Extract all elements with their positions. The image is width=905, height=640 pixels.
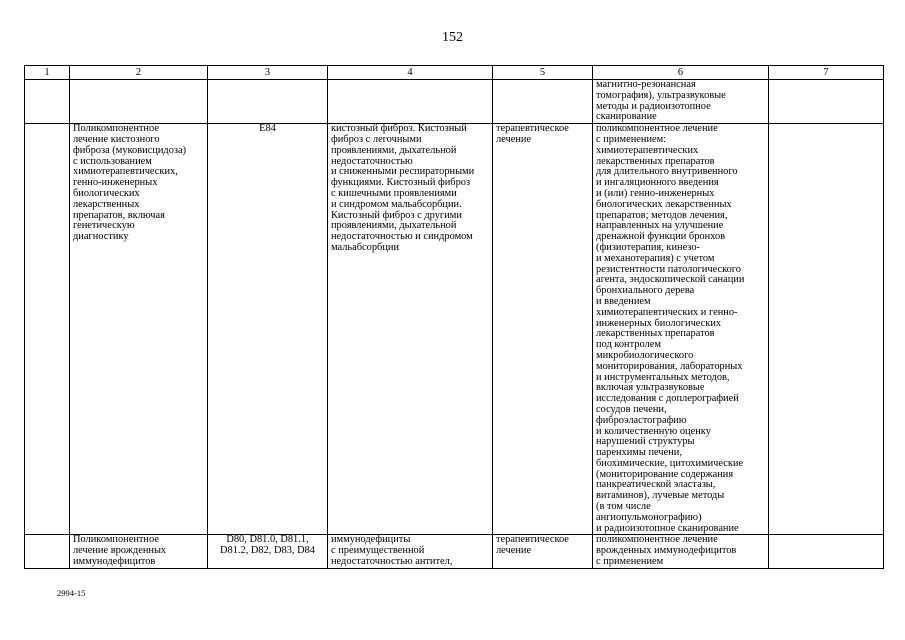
text-line: мальабсорбции	[331, 241, 400, 253]
text-line: с преимущественной	[331, 545, 425, 557]
text-line: сканирование	[596, 111, 657, 123]
column-number: 2	[70, 66, 208, 80]
treatment-type-cell	[493, 80, 593, 124]
text-line: иммунодефицитов	[73, 556, 156, 568]
text-line: препаратов, включая	[73, 209, 165, 221]
text-line: панкреатической эластазы,	[596, 479, 716, 491]
text-line: терапевтическое	[496, 123, 569, 135]
treatment-table	[24, 65, 884, 569]
treatment-method-cell	[593, 535, 769, 568]
text-line: лекарственных	[73, 198, 140, 210]
row-number-cell	[25, 535, 70, 568]
text-line: и количественную оценку	[596, 425, 711, 437]
text-line: и ингаляционного введения	[596, 177, 719, 189]
text-line: недостаточностью антител,	[331, 556, 453, 568]
text-line: томография), ультразвуковые	[596, 89, 726, 101]
table-row	[25, 535, 884, 568]
treatment-method-cell	[593, 80, 769, 124]
text-line: D81.2, D82, D83, D84	[220, 545, 315, 557]
text-line: и сниженными респираторными	[331, 166, 475, 178]
column-number-row	[25, 66, 884, 80]
text-line: терапевтическое	[496, 534, 569, 546]
text-line: под контролем	[596, 339, 661, 351]
text-line: лечение	[496, 133, 532, 145]
icd-code-cell	[208, 80, 328, 124]
text-line: Поликомпонентное	[73, 534, 159, 546]
text-line: лечение кистозного	[73, 133, 160, 145]
text-line: резистентности патологического	[596, 263, 741, 275]
text-line: диагностику	[73, 231, 129, 243]
text-line: генно-инженерных	[73, 177, 158, 189]
text-line: с применением:	[596, 133, 667, 145]
text-line: паренхимы печени,	[596, 447, 682, 459]
text-line: E84	[259, 123, 276, 135]
text-line: лекарственных препаратов	[596, 328, 715, 340]
text-line: ангиопульмонографию)	[596, 511, 702, 523]
treatment-type-cell	[493, 535, 593, 568]
cost-cell	[769, 124, 884, 535]
text-line: лекарственных препаратов	[596, 155, 715, 167]
text-line: направленных на улучшение	[596, 220, 724, 232]
page-number: 152	[442, 30, 463, 45]
text-line: биохимические, цитохимические	[596, 457, 744, 469]
text-line: и синдромом мальабсорбции.	[331, 198, 462, 210]
row-number-cell	[25, 124, 70, 535]
diagnosis-cell	[328, 535, 493, 568]
text-line: кистозный фиброз. Кистозный	[331, 123, 467, 135]
treatment-type-cell	[493, 124, 593, 535]
text-line: нарушений структуры	[596, 436, 695, 448]
text-line: Кистозный фиброз с другими	[331, 209, 462, 221]
text-line: химиотерапевтических,	[73, 166, 178, 178]
text-line: биологических лекарственных	[596, 198, 732, 210]
cost-cell	[769, 535, 884, 568]
text-line: врожденных иммунодефицитов	[596, 545, 737, 557]
text-line: D80, D81.0, D81.1,	[226, 534, 309, 546]
text-line: для длительного внутривенного	[596, 166, 738, 178]
text-line: (мониторирование содержания	[596, 468, 734, 480]
column-number: 4	[328, 66, 493, 80]
text-line: иммунодефициты	[331, 534, 411, 546]
text-line: агента, эндоскопической санации	[596, 274, 745, 286]
text-line: исследования с доплерографией	[596, 393, 739, 405]
text-line: и радиоизотопное сканирование	[596, 522, 739, 534]
diagnosis-cell	[328, 124, 493, 535]
table-row	[25, 80, 884, 124]
text-line: витаминов), лучевые методы	[596, 490, 725, 502]
column-number: 6	[593, 66, 769, 80]
treatment-method-cell	[593, 124, 769, 535]
text-line: и инструментальных методов,	[596, 371, 730, 383]
text-line: методы и радиоизотопное	[596, 100, 711, 112]
text-line: биологических	[73, 187, 140, 199]
text-line: дренажной функции бронхов	[596, 231, 726, 243]
treatment-name-cell	[70, 124, 208, 535]
treatment-name-cell	[70, 80, 208, 124]
text-line: бронхиального дерева	[596, 285, 695, 297]
cost-cell	[769, 80, 884, 124]
text-line: с применением	[596, 556, 664, 568]
text-line: сосудов печени,	[596, 403, 667, 415]
text-line: фиброз с легочными	[331, 133, 422, 145]
treatment-name-cell	[70, 535, 208, 568]
text-line: включая ультразвуковые	[596, 382, 705, 394]
table-row	[25, 124, 884, 535]
text-line: Поликомпонентное	[73, 123, 159, 135]
column-number: 5	[493, 66, 593, 80]
text-line: (физиотерапия, кинезо-	[596, 241, 701, 253]
column-number: 1	[25, 66, 70, 80]
text-line: мониторирования, лабораторных	[596, 360, 743, 372]
text-line: фиброза (муковисцидоза)	[73, 144, 187, 156]
text-line: фиброэластографию	[596, 414, 687, 426]
text-line: и механотерапия) с учетом	[596, 252, 715, 264]
text-line: поликомпонентное лечение	[596, 534, 718, 546]
text-line: химиотерапевтических	[596, 144, 699, 156]
text-line: магнитно-резонансная	[596, 79, 696, 90]
text-line: инженерных биологических	[596, 317, 722, 329]
column-number: 3	[208, 66, 328, 80]
diagnosis-cell	[328, 80, 493, 124]
text-line: лечение	[496, 545, 532, 557]
text-line: поликомпонентное лечение	[596, 123, 718, 135]
text-line: проявлениями, дыхательной	[331, 220, 457, 232]
text-line: функциями. Кистозный фиброз	[331, 177, 471, 189]
text-line: с использованием	[73, 155, 152, 167]
text-line: препаратов; методов лечения,	[596, 209, 728, 221]
row-number-cell	[25, 80, 70, 124]
text-line: (в том числе	[596, 501, 651, 513]
text-line: и (или) генно-инженерных	[596, 187, 715, 199]
text-line: с кишечными проявлениями	[331, 187, 457, 199]
text-line: недостаточностью	[331, 155, 413, 167]
column-number: 7	[769, 66, 884, 80]
text-line: микробиологического	[596, 349, 694, 361]
text-line: химиотерапевтических и генно-	[596, 306, 738, 318]
icd-code-cell	[208, 124, 328, 535]
text-line: проявлениями, дыхательной	[331, 144, 457, 156]
icd-code-cell	[208, 535, 328, 568]
text-line: лечение врожденных	[73, 545, 167, 557]
text-line: недостаточностью и синдромом	[331, 231, 473, 243]
document-code: 2994-15	[57, 588, 86, 598]
text-line: генетическую	[73, 220, 135, 232]
text-line: и введением	[596, 295, 651, 307]
